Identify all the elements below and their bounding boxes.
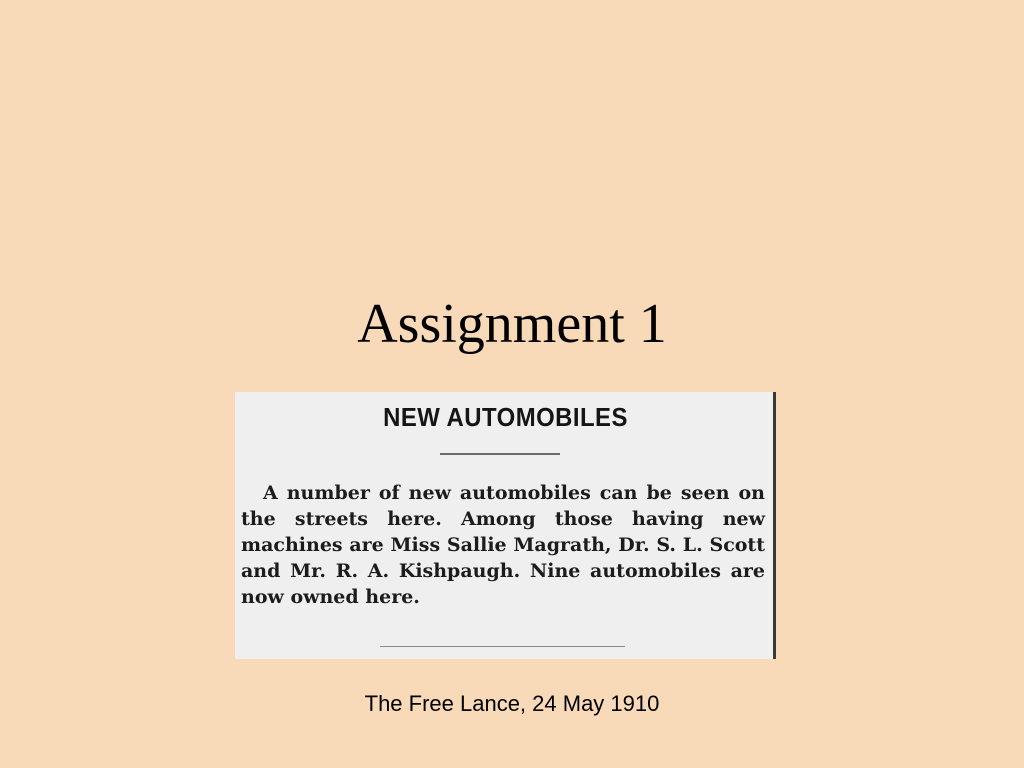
clipping-body-text: A number of new automobiles can be seen on the streets here. Among those having new machines are Miss Sallie Magrath, Dr. S. L. Scott and Mr. R. A. Kishpaugh. Nine automobiles are now owned here. — [241, 482, 765, 608]
image-caption: The Free Lance, 24 May 1910 — [364, 691, 660, 716]
slide-title: Assignment 1 — [357, 293, 667, 355]
clipping-divider-top — [440, 453, 560, 455]
clipping-column-rule — [773, 392, 776, 659]
newspaper-clipping — [235, 392, 776, 659]
clipping-divider-bottom — [380, 646, 625, 647]
clipping-headline: NEW AUTOMOBILES — [383, 402, 628, 432]
